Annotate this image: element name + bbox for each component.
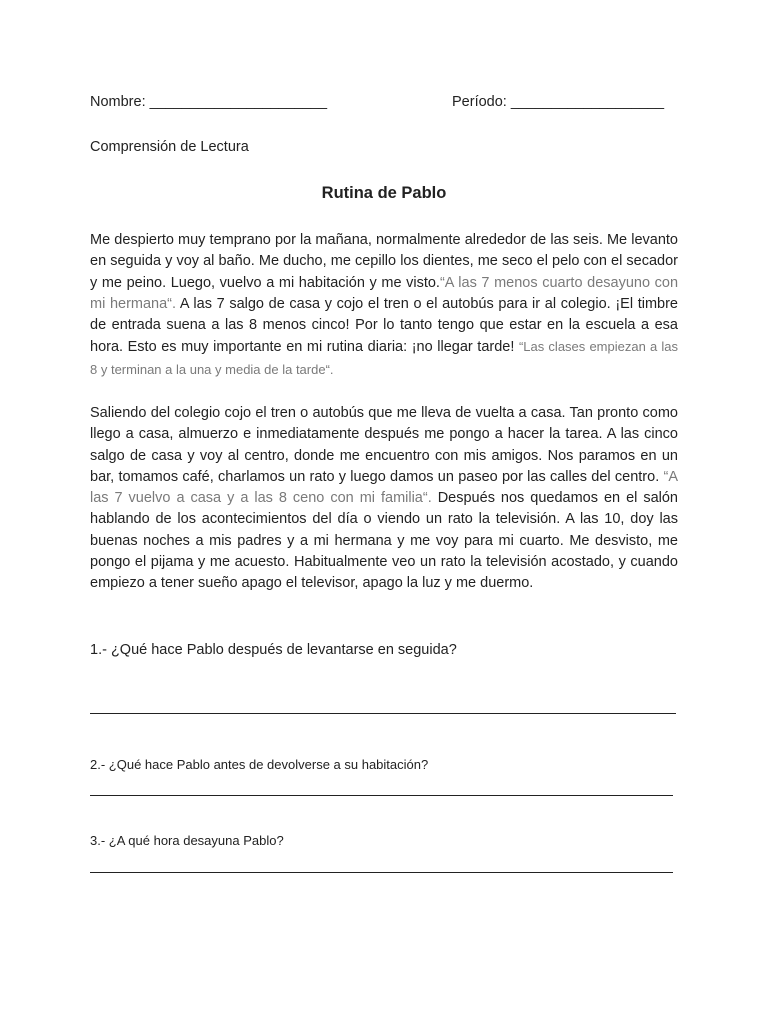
question-2: 2.- ¿Qué hace Pablo antes de devolverse a su habitación? (90, 757, 429, 772)
question-3: 3.- ¿A qué hora desayuna Pablo? (90, 833, 284, 848)
answer-line-2[interactable] (90, 795, 673, 796)
paragraph-1-text-b: A las 7 salgo de casa y cojo el tren o el autobús para ir al colegio. ¡El timbre de entrada suena a las 8 menos cinco! Por lo tanto tengo que estar en la escuela a esa hora. Esto es muy importante en mi rutina diaria: ¡no llegar tarde! (90, 295, 678, 356)
answer-line-3[interactable] (90, 872, 673, 873)
question-1: 1.- ¿Qué hace Pablo después de levantarse en seguida? (90, 642, 457, 658)
paragraph-1-quote-b: “Las clases empiezan a las 8 y terminan a la una y media de la tarde“. (90, 339, 678, 377)
paragraph-1-text-a: Me despierto muy temprano por la mañana, normalmente alrededor de las seis. Me levanto en seguida y voy al baño. Me ducho, me cepillo los dientes, me seco el pelo con el secador y me peino. Luego, vuelvo a mi habitación y me visto. (90, 232, 678, 291)
paragraph-2-quote-a: “A las 7 vuelvo a casa y a las 8 ceno con mi familia“. (90, 468, 678, 507)
paragraph-2-text-b: Después nos quedamos en el salón hablando de los acontecimientos del día o viendo un rato la televisión. A las 10, doy las buenas noches a mis padres y a mi hermana y me voy para mi cuarto. Me desvisto, me pongo el pijama y me acuesto. Habitualmente veo un rato la televisión acostado, y cuando empiezo a tener sueño apago el televisor, apago la luz y me duermo. (90, 490, 678, 592)
name-field-label: Nombre: ______________________ (90, 94, 328, 110)
paragraph-1-quote-a: “A las 7 menos cuarto desayuno con mi hermana“. (90, 274, 679, 312)
reading-paragraph-1 (90, 230, 678, 381)
paragraph-2-text-a: Saliendo del colegio cojo el tren o autobús que me lleva de vuelta a casa. Tan pronto como llego a casa, almuerzo e inmediatamente después me pongo a hacer la tarea. A las cinco salgo de casa y voy al centro, donde me encuentro con mis amigos. Nos paramos en un bar, tomamos café, charlamos un rato y luego damos un paseo por las calles del centro. (90, 405, 678, 485)
answer-line-1[interactable] (90, 713, 676, 714)
reading-paragraph-2 (90, 403, 678, 595)
period-field-label: Período: ___________________ (452, 94, 665, 110)
section-label: Comprensión de Lectura (90, 139, 249, 155)
page-title: Rutina de Pablo (321, 184, 447, 202)
